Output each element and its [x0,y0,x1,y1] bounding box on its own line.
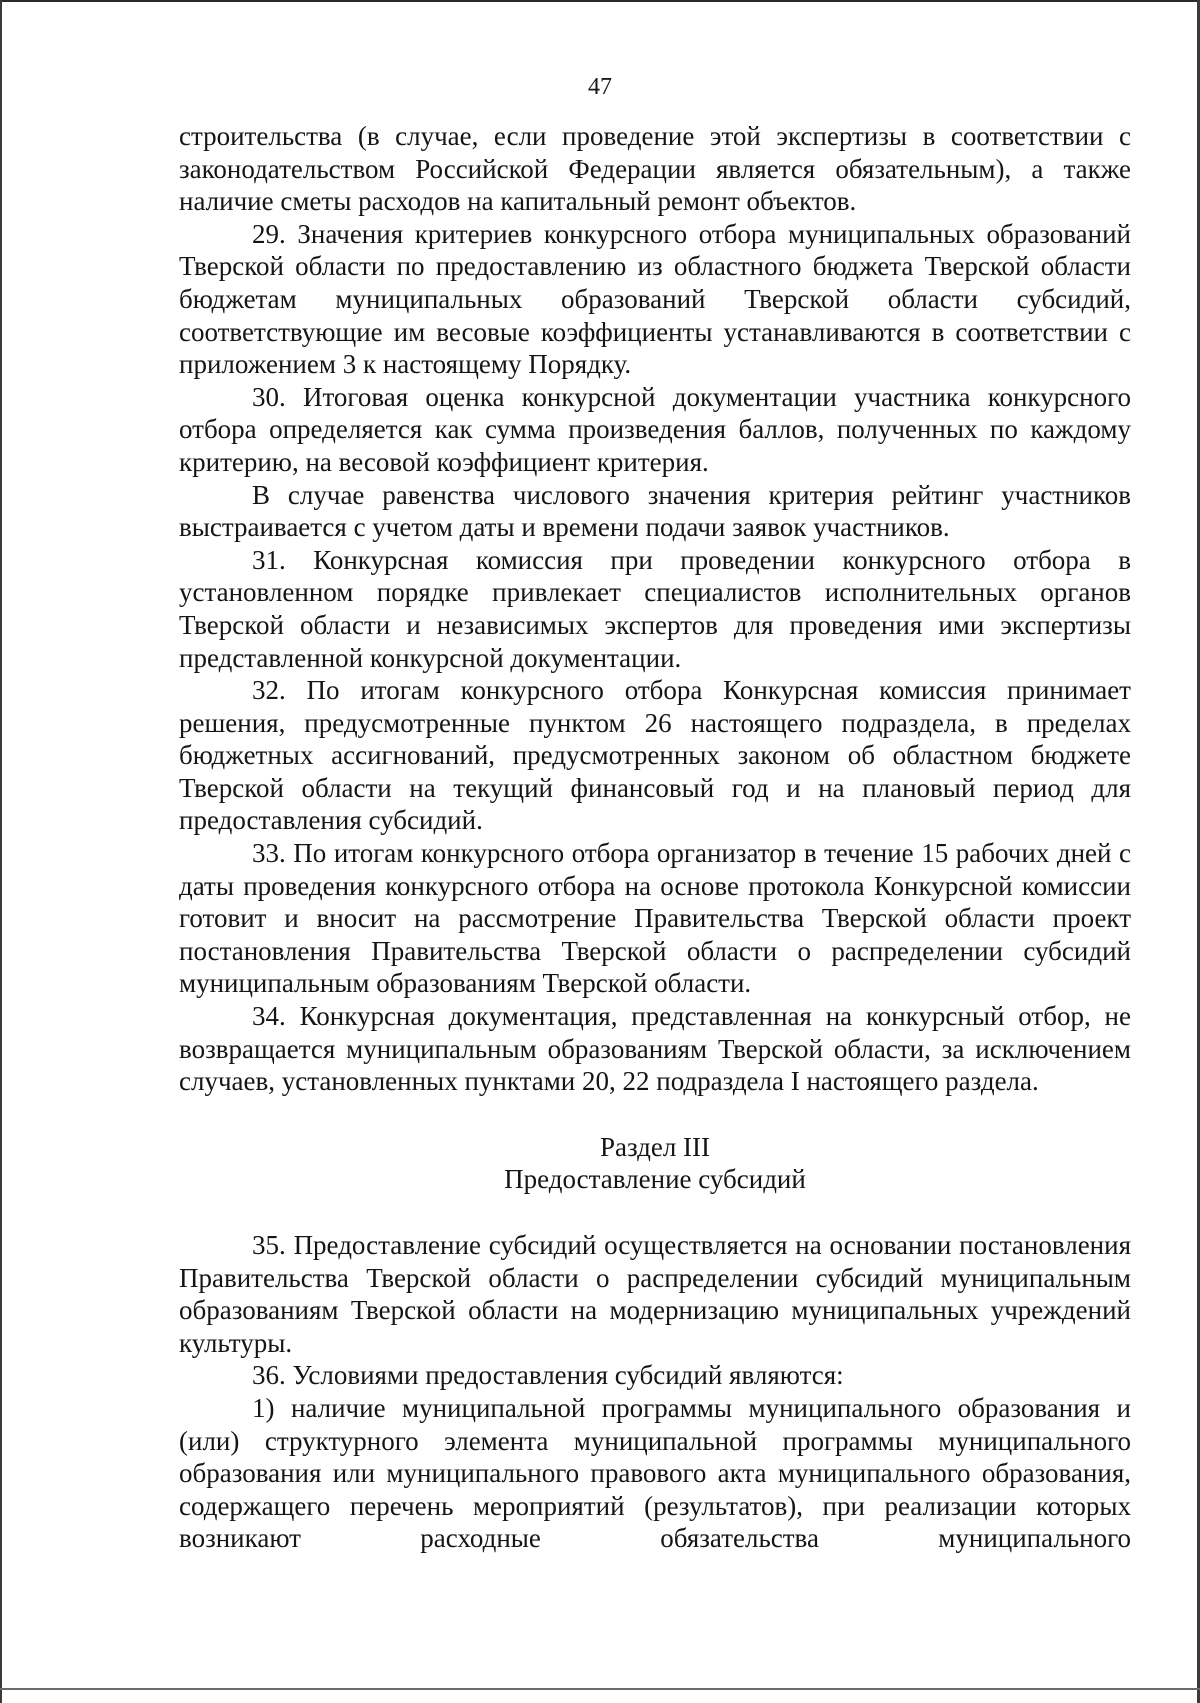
paragraph-35: 35. Предоставление субсидий осуществляется на основании постановления Правительства Тверской области о распределении субсидий муниципальным образованиям Тверской области на модернизацию муниципальных учреждений культуры. [179,1230,1131,1358]
paragraph-33: 33. По итогам конкурсного отбора организатор в течение 15 рабочих дней с даты проведения конкурсного отбора на основе протокола Конкурсной комиссии готовит и вносит на рассмотрение Правительства Тверской области проект постановления Правительства Тверской области о распределении субсидий муниципальным образованиям Тверской области. [179,838,1131,999]
paragraph-32: 32. По итогам конкурсного отбора Конкурсная комиссия принимает решения, предусмотренные пунктом 26 настоящего подраздела, в пределах бюджетных ассигнований, предусмотренных законом об областном бюджете Тверской области на текущий финансовый год и на плановый период для предоставления субсидий. [179,675,1131,836]
spacer [179,1098,1131,1131]
scan-edge-top [0,0,1200,2]
paragraph-36-item-1: 1) наличие муниципальной программы муниципального образования и (или) структурного элемента муниципальной программы муниципального образования или муниципального правового акта муниципального образования, содержащего перечень мероприятий (результатов), при реализации которых возникают расходные обязательства муниципального [179,1392,1131,1554]
spacer [179,1196,1131,1229]
document-body [179,120,1131,1555]
scan-edge-left [0,0,2,1703]
paragraph-30-tiebreak: В случае равенства числового значения критерия рейтинг участников выстраивается с учетом даты и времени подачи заявок участников. [179,479,1131,543]
paragraph-34: 34. Конкурсная документация, представленная на конкурсный отбор, не возвращается муниципальным образованиям Тверской области, за исключением случаев, установленных пунктами 20, 22 подраздела I настоящего раздела. [179,1001,1131,1097]
paragraph-36: 36. Условиями предоставления субсидий являются: [252,1360,844,1391]
page-number: 47 [588,74,612,100]
paragraph-30: 30. Итоговая оценка конкурсной документации участника конкурсного отбора определяется как сумма произведения баллов, полученных по каждому критерию, на весовой коэффициент критерия. [179,381,1131,477]
paragraph-29: 29. Значения критериев конкурсного отбора муниципальных образований Тверской области по предоставлению из областного бюджета Тверской области бюджетам муниципальных образований Тверской области субсидий, соответствующие им весовые коэффициенты устанавливаются в соответствии с приложением 3 к настоящему Порядку. [179,218,1131,380]
section-title: Предоставление субсидий [504,1164,806,1195]
paragraph-31: 31. Конкурсная комиссия при проведении конкурсного отбора в установленном порядке привлекает специалистов исполнительных органов Тверской области и независимых экспертов для проведения ими экспертизы представленной конкурсной документации. [179,544,1131,673]
paragraph-continuation: строительства (в случае, если проведение этой экспертизы в соответствии с законодательством Российской Федерации является обязательным), а также наличие сметы расходов на капитальный ремонт объектов. [179,121,1131,217]
section-label: Раздел III [599,1131,711,1162]
scan-edge-bottom [0,1688,1200,1690]
